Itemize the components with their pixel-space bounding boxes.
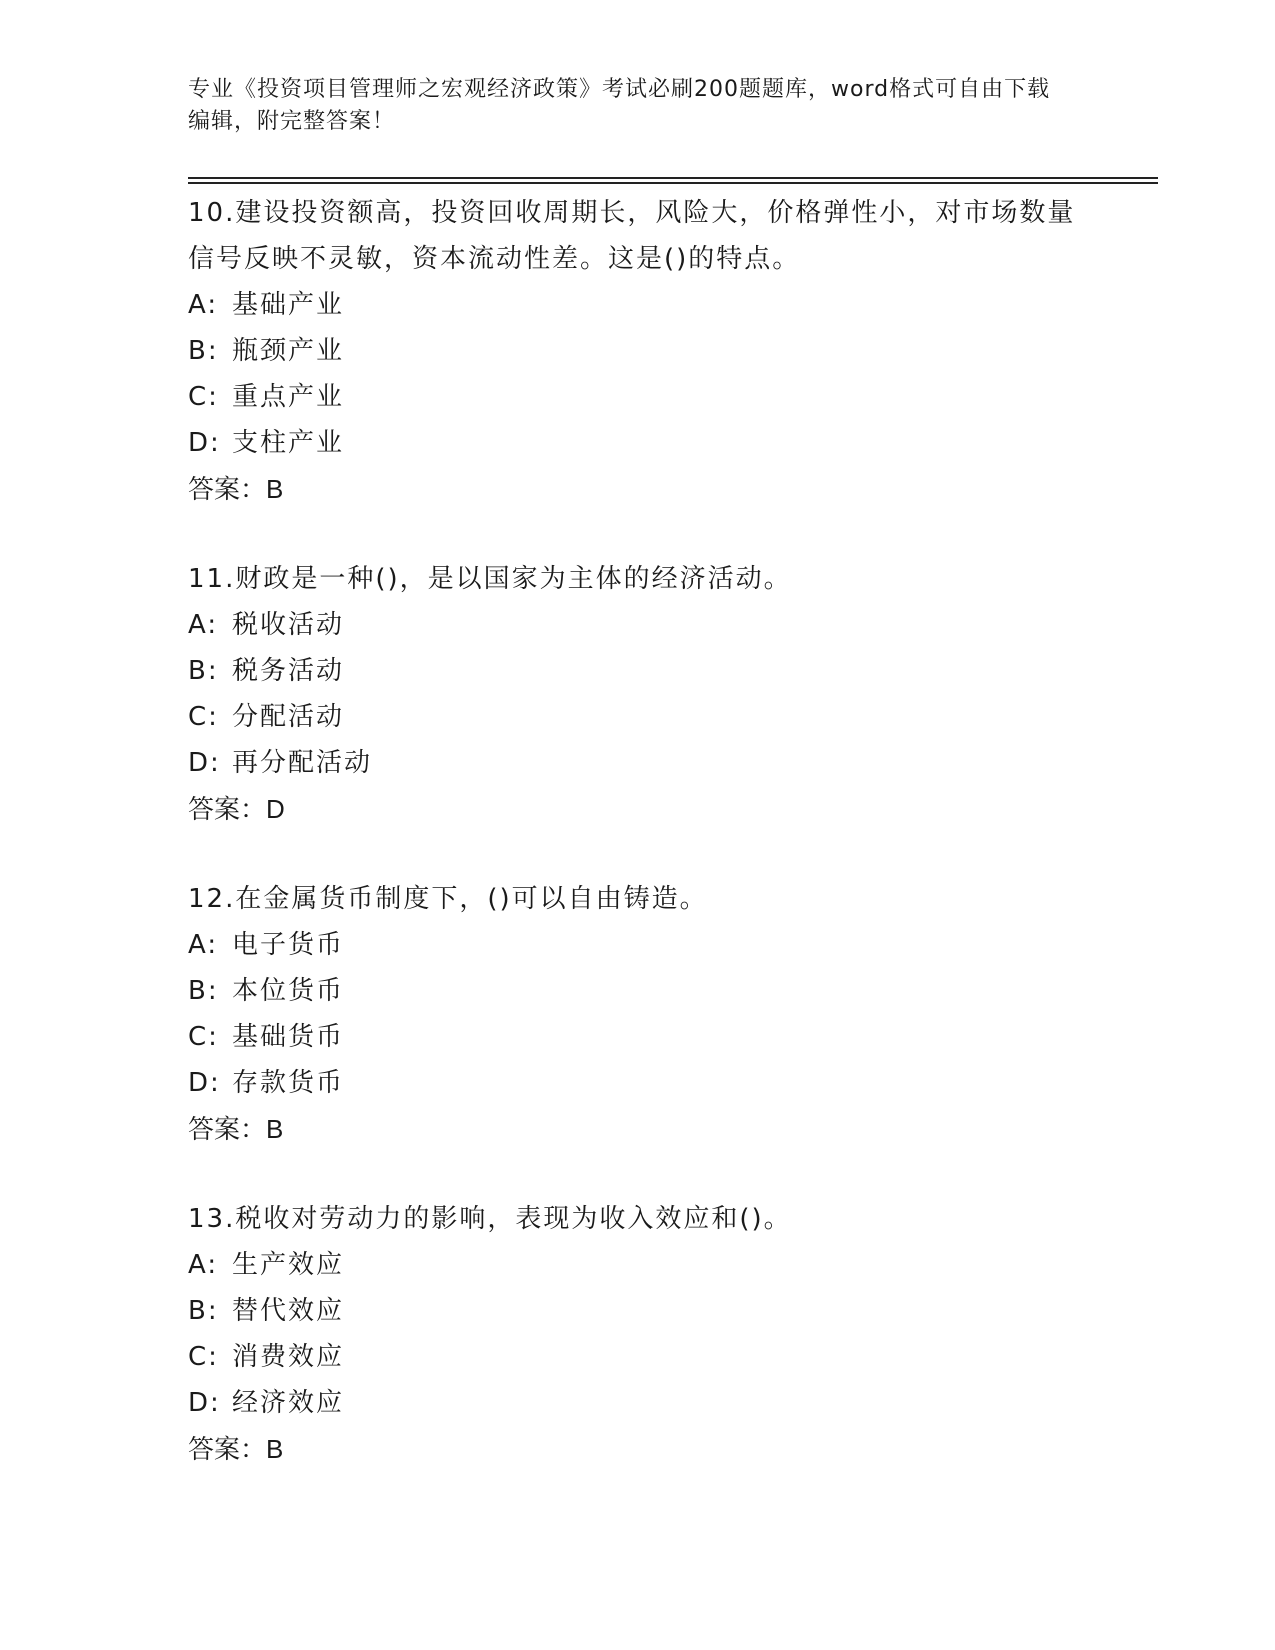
answer-line: 答案：D (188, 794, 285, 824)
answer-line: 答案：B (188, 1114, 284, 1144)
option-d (188, 1380, 1088, 1426)
question-13 (188, 1196, 1088, 1472)
header-divider-top (188, 177, 1158, 179)
option-text: 基础货币 (232, 1022, 345, 1052)
answer-line: 答案：B (188, 474, 284, 504)
question-stem: 12.在金属货币制度下，()可以自由铸造。 (188, 884, 708, 914)
option-d (188, 420, 1088, 466)
option-text: 电子货币 (232, 930, 345, 960)
option-a (188, 602, 1088, 648)
option-text: 基础产业 (232, 290, 345, 320)
question-spacer (188, 832, 1088, 876)
option-c (188, 1014, 1088, 1060)
option-a (188, 1242, 1088, 1288)
option-letter: C: (188, 382, 219, 412)
option-letter: A: (188, 930, 219, 960)
option-letter: D: (188, 428, 221, 458)
option-text: 消费效应 (232, 1342, 345, 1372)
option-text: 瓶颈产业 (232, 336, 345, 366)
option-text: 经济效应 (232, 1388, 345, 1418)
option-letter: B: (188, 1296, 219, 1326)
option-text: 替代效应 (232, 1296, 345, 1326)
option-text: 支柱产业 (232, 428, 345, 458)
question-stem: 13.税收对劳动力的影响，表现为收入效应和()。 (188, 1204, 792, 1234)
question-list (188, 190, 1088, 1472)
option-text: 分配活动 (232, 702, 345, 732)
option-letter: B: (188, 336, 219, 366)
option-letter: C: (188, 1022, 219, 1052)
answer-line: 答案：B (188, 1434, 284, 1464)
option-d (188, 1060, 1088, 1106)
header-divider-bottom (188, 182, 1158, 184)
option-text: 税务活动 (232, 656, 345, 686)
option-letter: C: (188, 702, 219, 732)
option-letter: A: (188, 290, 219, 320)
option-d (188, 740, 1088, 786)
option-c (188, 694, 1088, 740)
question-12 (188, 876, 1088, 1152)
option-text: 税收活动 (232, 610, 345, 640)
option-text: 生产效应 (232, 1250, 345, 1280)
question-stem: 11.财政是一种()，是以国家为主体的经济活动。 (188, 564, 792, 594)
option-b (188, 968, 1088, 1014)
option-c (188, 374, 1088, 420)
option-a (188, 282, 1088, 328)
option-c (188, 1334, 1088, 1380)
option-text: 本位货币 (232, 976, 345, 1006)
option-letter: A: (188, 1250, 219, 1280)
option-letter: D: (188, 748, 221, 778)
option-letter: C: (188, 1342, 219, 1372)
option-letter: A: (188, 610, 219, 640)
option-letter: B: (188, 976, 219, 1006)
question-spacer (188, 512, 1088, 556)
option-b (188, 1288, 1088, 1334)
option-b (188, 648, 1088, 694)
option-text: 重点产业 (232, 382, 345, 412)
option-a (188, 922, 1088, 968)
option-text: 存款货币 (232, 1068, 345, 1098)
option-b (188, 328, 1088, 374)
question-11 (188, 556, 1088, 832)
option-text: 再分配活动 (232, 748, 373, 778)
question-stem: 10.建设投资额高，投资回收周期长，风险大，价格弹性小，对市场数量信号反映不灵敏，资本流动性差。这是()的特点。 (188, 198, 1076, 274)
question-spacer (188, 1152, 1088, 1196)
option-letter: D: (188, 1068, 221, 1098)
document-intro: 专业《投资项目管理师之宏观经济政策》考试必刷200题题库，word格式可自由下载编辑，附完整答案！ (188, 77, 1051, 134)
option-letter: B: (188, 656, 219, 686)
option-letter: D: (188, 1388, 221, 1418)
question-10 (188, 190, 1088, 512)
